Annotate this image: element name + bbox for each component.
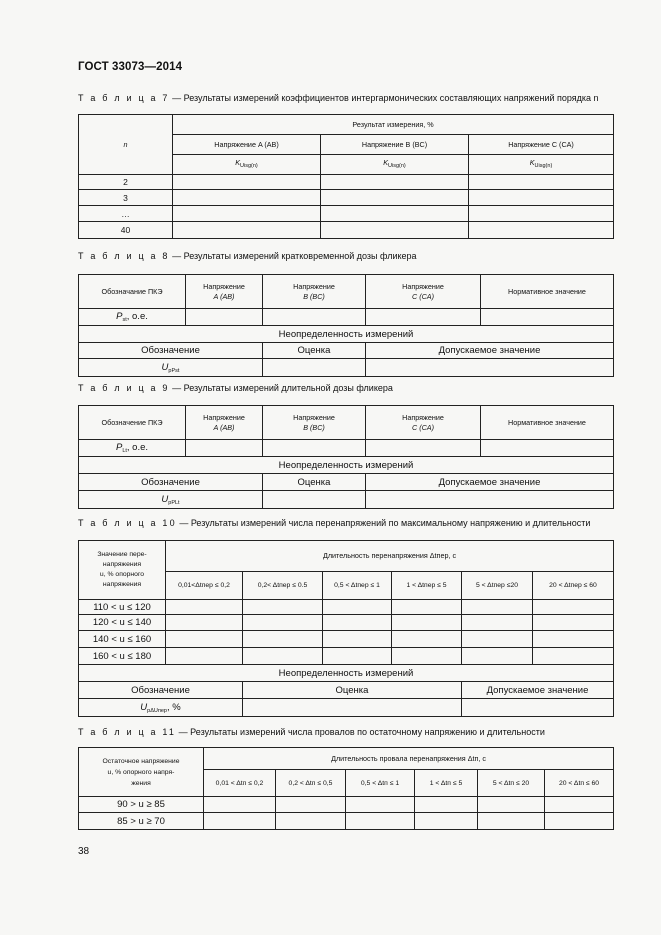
table9-uncertainty: Неопределенность измерений [79, 457, 614, 474]
table9-col-a: Напряжение A (AB) [186, 406, 263, 440]
table8-u-allowed: Допускаемое значение [366, 343, 614, 359]
table-row [79, 699, 614, 717]
table7-sym-a: $K_{Uisg(n)}$ [173, 155, 321, 175]
table11-title: — Результаты измерений числа провалов по остаточному напряжению и длительности [176, 727, 545, 737]
table9-label: Т а б л и ц а 9 [78, 383, 170, 393]
table9-plt-symbol: $P_{Lt}$, o.e. [79, 440, 186, 457]
table9 [78, 405, 614, 509]
table9-col-norm: Нормативное значение [481, 406, 614, 440]
table7-sym-b: $K_{Uisg(n)}$ [321, 155, 469, 175]
table8-title: — Результаты измерений кратковременной дозы фликера [169, 251, 417, 261]
table8-label: Т а б л и ц а 8 [78, 251, 170, 261]
table11-col-5: 5 < Δtп ≤ 20 [478, 770, 545, 797]
table9-col-b: Напряжение B (BC) [263, 406, 366, 440]
table11-col-group: Длительность провала перенапряжения Δtп, с [204, 748, 614, 770]
table7-label: Т а б л и ц а 7 [78, 93, 170, 103]
table9-u-allowed: Допускаемое значение [366, 474, 614, 491]
document-standard-header: ГОСТ 33073—2014 [78, 61, 183, 73]
table8-col-c: Напряжение C (CA) [366, 275, 481, 309]
table8-col-designation: Обозначание ПКЭ [79, 275, 186, 309]
table7-col-group: Результат измерения, % [173, 115, 614, 135]
table7-caption [78, 93, 599, 103]
table-row: 3 [79, 190, 614, 206]
table11 [78, 747, 614, 830]
table10-u-estimate: Оценка [243, 682, 462, 699]
table10-row-head: Значение пере- напряжения u, % опорного напряжения [79, 541, 166, 600]
table7-col-a: Напряжение A (AB) [173, 135, 321, 155]
page-number: 38 [78, 846, 90, 857]
table9-col-designation: Обозначение ПКЭ [79, 406, 186, 440]
table8 [78, 274, 614, 377]
table11-label: Т а б л и ц а 11 [78, 727, 177, 737]
table7-col-c: Напряжение C (CA) [469, 135, 614, 155]
table-row: 120 < u ≤ 140 [79, 615, 614, 631]
table9-caption [78, 383, 393, 393]
table11-col-4: 1 < Δtп ≤ 5 [415, 770, 478, 797]
table-row: 110 < u ≤ 120 [79, 600, 614, 615]
table10-u-symbol: $U_{p\Delta Uпер}$, % [79, 699, 243, 717]
table7-title: — Результаты измерений коэффициентов интергармонических составляющих напряжений порядка n [169, 93, 599, 103]
table10-u-designation: Обозначение [79, 682, 243, 699]
table9-u-symbol: $U_{pPLt}$ [79, 491, 263, 509]
table8-caption [78, 251, 417, 261]
table-row: 2 [79, 175, 614, 190]
table11-row-head: Остаточное напряжение u, % опорного напря- жения [79, 748, 204, 797]
table9-title: — Результаты измерений длительной дозы фликера [169, 383, 393, 393]
table10-caption [78, 518, 590, 528]
table8-u-designation: Обозначение [79, 343, 263, 359]
table11-col-1: 0,01 < Δtп ≤ 0,2 [204, 770, 276, 797]
table8-col-a: Напряжение A (AB) [186, 275, 263, 309]
table11-col-3: 0,5 < Δtп ≤ 1 [346, 770, 415, 797]
table-row: 90 > u ≥ 85 [79, 797, 614, 813]
table10-label: Т а б л и ц а 10 [78, 518, 177, 528]
table8-uncertainty: Неопределенность измерений [79, 326, 614, 343]
table10-uncertainty: Неопределенность измерений [79, 665, 614, 682]
table-row [79, 309, 614, 326]
table10-col-4: 1 < Δtпер ≤ 5 [392, 572, 462, 600]
table8-col-norm: Нормативное значение [481, 275, 614, 309]
table7-sym-c: $K_{Uisg(n)}$ [469, 155, 614, 175]
table-row: … [79, 206, 614, 222]
table9-col-c: Напряжение C (CA) [366, 406, 481, 440]
table7-col-b: Напряжение B (BC) [321, 135, 469, 155]
table7 [78, 114, 614, 239]
table10-col-6: 20 < Δtпер ≤ 60 [533, 572, 614, 600]
table8-u-estimate: Оценка [263, 343, 366, 359]
table8-col-b: Напряжение B (BC) [263, 275, 366, 309]
table-row [79, 440, 614, 457]
table9-u-designation: Обозначение [79, 474, 263, 491]
table-row: 40 [79, 222, 614, 239]
table10-col-2: 0,2< Δtпер ≤ 0.5 [243, 572, 323, 600]
table-row [79, 491, 614, 509]
table10 [78, 540, 614, 717]
table8-pst-symbol: $P_{st}$, o.e. [79, 309, 186, 326]
table11-col-2: 0,2 < Δtп ≤ 0,5 [276, 770, 346, 797]
table-row [79, 359, 614, 377]
table-row: 140 < u ≤ 160 [79, 631, 614, 648]
table9-u-estimate: Оценка [263, 474, 366, 491]
table11-col-6: 20 < Δtп ≤ 60 [545, 770, 614, 797]
table8-u-symbol: $U_{pPst}$ [79, 359, 263, 377]
table10-col-group: Длительность перенапряжения Δtпер, с [166, 541, 614, 572]
table7-col-n: n [79, 115, 173, 175]
table-row: 160 < u ≤ 180 [79, 648, 614, 665]
table10-col-1: 0,01<Δtпер ≤ 0,2 [166, 572, 243, 600]
table10-title: — Результаты измерений числа перенапряжений по максимальному напряжению и длительности [176, 518, 591, 528]
table10-col-5: 5 < Δtпер ≤20 [462, 572, 533, 600]
table10-u-allowed: Допускаемое значение [462, 682, 614, 699]
table-row: 85 > u ≥ 70 [79, 813, 614, 830]
table10-col-3: 0,5 < Δtпер ≤ 1 [323, 572, 392, 600]
table11-caption [78, 727, 545, 737]
